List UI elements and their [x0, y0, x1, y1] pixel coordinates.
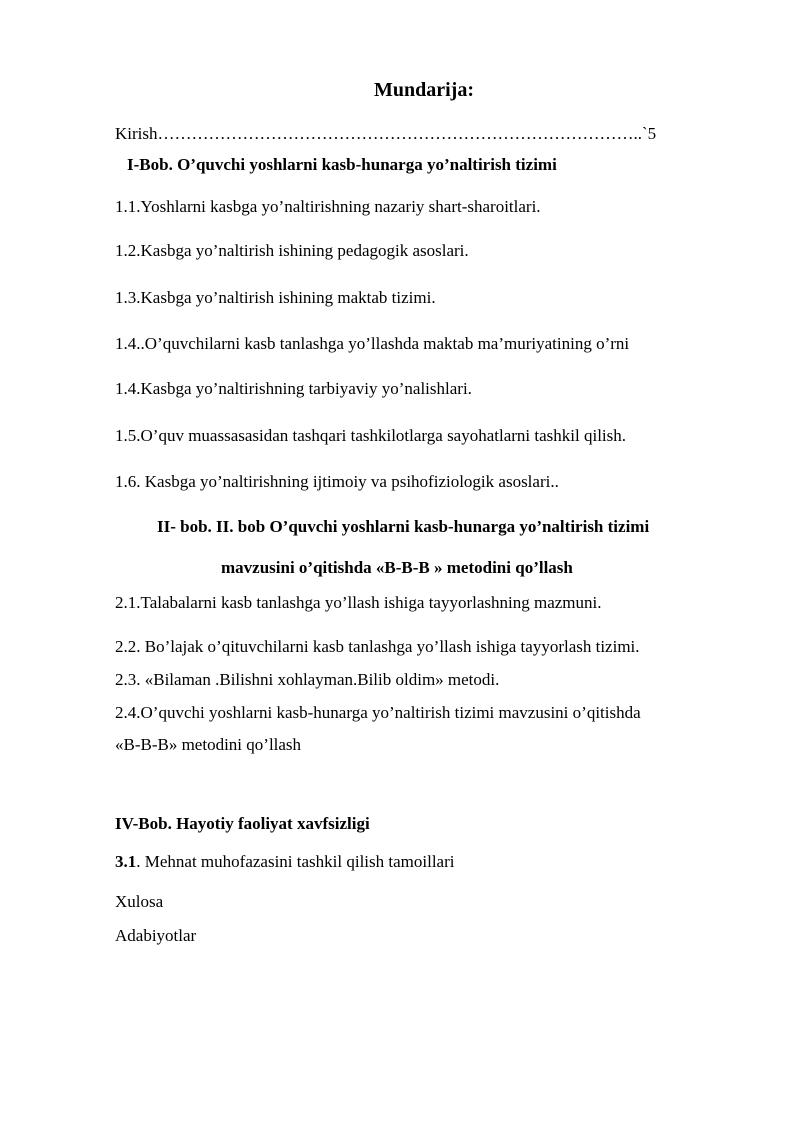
chapter-2-heading-line1: II- bob. II. bob O’quvchi yoshlarni kasb-hunarga yo’naltirish tizimi — [157, 517, 650, 536]
toc-entry-2-4-cont: «B-B-B» metodini qo’llash — [115, 735, 302, 754]
toc-entry-1-4a: 1.4..O’quvchilarni kasb tanlashga yo’llashda maktab ma’muriyatining o’rni — [115, 334, 630, 353]
toc-entry-1-6: 1.6. Kasbga yo’naltirishning ijtimoiy va psihofiziologik asoslari.. — [115, 472, 559, 491]
toc-entry-2-4: 2.4.O’quvchi yoshlarni kasb-hunarga yo’naltirish tizimi mavzusini o’qitishda — [115, 703, 641, 722]
chapter-4-heading: IV-Bob. Hayotiy faoliyat xavfsizligi — [115, 814, 370, 833]
toc-entry-3-1-text: . Mehnat muhofazasini tashkil qilish tamoillari — [136, 852, 455, 871]
toc-entry-1-1: 1.1.Yoshlarni kasbga yo’naltirishning nazariy shart-sharoitlari. — [115, 197, 541, 216]
page-title: Mundarija: — [374, 79, 474, 101]
chapter-2-heading-line2: mavzusini o’qitishda «B-B-B » metodini qo’llash — [221, 558, 573, 577]
toc-entry-2-2: 2.2. Bo’lajak o’qituvchilarni kasb tanlashga yo’llash ishiga tayyorlash tizimi. — [115, 637, 640, 656]
toc-entry-1-3: 1.3.Kasbga yo’naltirish ishining maktab tizimi. — [115, 288, 436, 307]
toc-entry-3-1 — [115, 852, 454, 872]
toc-entry-1-5: 1.5.O’quv muassasasidan tashqari tashkilotlarga sayohatlarni tashkil qilish. — [115, 426, 627, 445]
toc-entry-1-2: 1.2.Kasbga yo’naltirish ishining pedagogik asoslari. — [115, 241, 469, 260]
toc-entry-2-3: 2.3. «Bilaman .Bilishni xohlayman.Bilib oldim» metodi. — [115, 670, 500, 689]
toc-entry-intro: Kirish…………………………………………………………………………..`5 — [115, 124, 657, 143]
toc-entry-1-4b: 1.4.Kasbga yo’naltirishning tarbiyaviy yo’nalishlari. — [115, 379, 472, 398]
toc-entry-3-1-number: 3.1 — [115, 852, 137, 871]
chapter-1-heading: I-Bob. O’quvchi yoshlarni kasb-hunarga yo’naltirish tizimi — [127, 155, 557, 174]
toc-entry-2-1: 2.1.Talabalarni kasb tanlashga yo’llash ishiga tayyorlashning mazmuni. — [115, 593, 602, 612]
toc-entry-references: Adabiyotlar — [115, 926, 197, 945]
toc-entry-conclusion: Xulosa — [115, 892, 164, 911]
